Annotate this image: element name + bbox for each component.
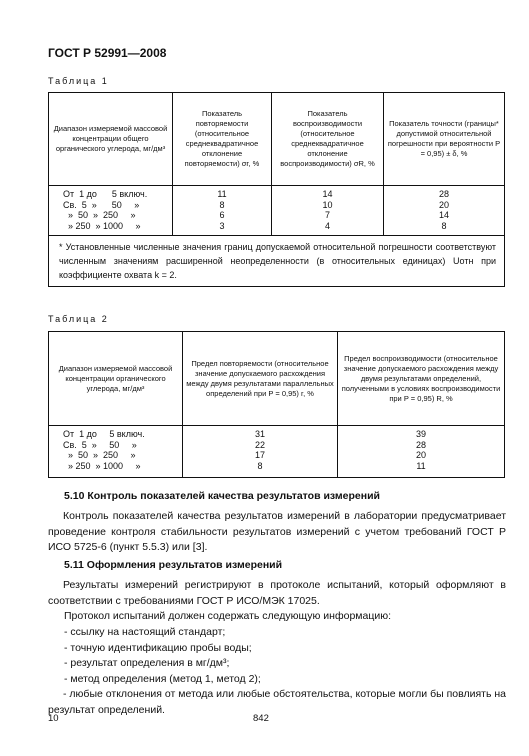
table1-reproducibility-values (272, 186, 384, 236)
range-value: От 1 до 5 включ. (63, 189, 148, 199)
range-value: » 250 » 1000 » (63, 460, 141, 471)
range-value: » 50 » 250 » (63, 210, 136, 220)
cell-value: 10 (322, 199, 333, 210)
table2-header-repeatability-limit: Предел повторяемости (относительное значение допускаемого расхождения между двумя результатами параллельных определений при P = 0,95) r, % (183, 332, 338, 426)
range-value: Св. 5 » 50 » (63, 439, 137, 450)
cell-value: 31 (254, 429, 265, 439)
page-number-center: 842 (253, 713, 269, 724)
cell-value: 8 (441, 220, 447, 231)
table1-caption: Таблица 1 (48, 76, 109, 86)
list-item: - результат определения в мг/дм³; (64, 657, 230, 669)
list-item: - точную идентификацию пробы воды; (64, 642, 252, 654)
table2-row (49, 426, 505, 478)
table1-note-row (49, 236, 505, 287)
cell-value: 20 (438, 199, 449, 210)
table2-ranges (49, 426, 183, 478)
cell-value: 8 (257, 460, 263, 471)
cell-value: 28 (438, 189, 449, 199)
section-511-intro: Протокол испытаний должен содержать следующую информацию: (64, 610, 392, 622)
table1-header-accuracy: Показатель точности (границы* допустимой относительной погрешности при вероятности P = 0,95) ± δ, % (384, 93, 505, 186)
table2 (48, 331, 505, 478)
section-511-text: Результаты измерений регистрируют в протоколе испытаний, который оформляют в соответствии с требованиями ГОСТ Р ИСО/МЭК 17025. (48, 579, 506, 607)
range-value: » 250 » 1000 » (63, 220, 141, 231)
document-header: ГОСТ Р 52991—2008 (48, 46, 167, 60)
range-value: От 1 до 5 включ. (63, 429, 145, 439)
table1-accuracy-values (384, 186, 505, 236)
cell-value: 14 (322, 189, 333, 199)
cell-value: 14 (438, 210, 449, 220)
range-value: Св. 5 » 50 » (63, 199, 140, 210)
cell-value: 39 (415, 429, 426, 439)
section-510-heading: 5.10 Контроль показателей качества результатов измерений (64, 490, 380, 502)
cell-value: 20 (415, 450, 426, 460)
table1-footnote: * Установленные численные значения границ допускаемой относительной погрешности соответствуют численным значениям расширенной неопределенности (в относительных единицах) Uотн при коэффициенте охвата k = 2. (49, 236, 505, 287)
page-number-left: 10 (48, 713, 59, 724)
table1-header-row (49, 93, 505, 186)
cell-value: 11 (217, 189, 227, 199)
table2-repeatability-values (183, 426, 338, 478)
table1-header-repeatability: Показатель повторяемости (относительное среднеквадратичное отклонение повторяемости) σr, % (173, 93, 272, 186)
table2-header-row (49, 332, 505, 426)
table1-header-range: Диапазон измеряемой массовой концентрации общего органического углерода, мг/дм³ (49, 93, 173, 186)
table2-header-range: Диапазон измеряемой массовой концентрации органического углерода, мг/дм³ (49, 332, 183, 426)
table2-caption: Таблица 2 (48, 314, 109, 324)
cell-value: 28 (415, 439, 426, 450)
list-item: - метод определения (метод 1, метод 2); (64, 673, 261, 685)
cell-value: 4 (324, 220, 330, 231)
table2-reproducibility-values (338, 426, 505, 478)
cell-value: 8 (219, 199, 225, 210)
section-511-heading: 5.11 Оформления результатов измерений (64, 559, 283, 571)
list-item-last: - любые отклонения от метода или любые обстоятельства, которые могли бы повлиять на результат определений. (48, 688, 506, 716)
table1-header-reproducibility: Показатель воспроизводимости (относительное среднеквадратичное отклонение воспроизводимости) σR, % (272, 93, 384, 186)
section-510-text: Контроль показателей качества результатов измерений в лаборатории предусматривает проведение контроля стабильности результатов измерений с учетом требований ГОСТ Р ИСО 5725-6 (пункт 5.5.3) или [3]. (48, 510, 506, 553)
cell-value: 6 (219, 210, 225, 220)
table1-repeatability-values (173, 186, 272, 236)
table1-ranges (49, 186, 173, 236)
table1-row (49, 186, 505, 236)
cell-value: 11 (416, 460, 426, 471)
table2-header-reproducibility-limit: Предел воспроизводимости (относительное значение допускаемого расхождения между двумя результатами определений, полученными в условиях воспроизводимости при P = 0,95) R, % (338, 332, 505, 426)
cell-value: 3 (219, 220, 225, 231)
cell-value: 17 (254, 450, 265, 460)
cell-value: 22 (254, 439, 265, 450)
range-value: » 50 » 250 » (63, 450, 136, 460)
table1 (48, 92, 505, 287)
cell-value: 7 (324, 210, 330, 220)
list-item: - ссылку на настоящий стандарт; (64, 626, 226, 638)
